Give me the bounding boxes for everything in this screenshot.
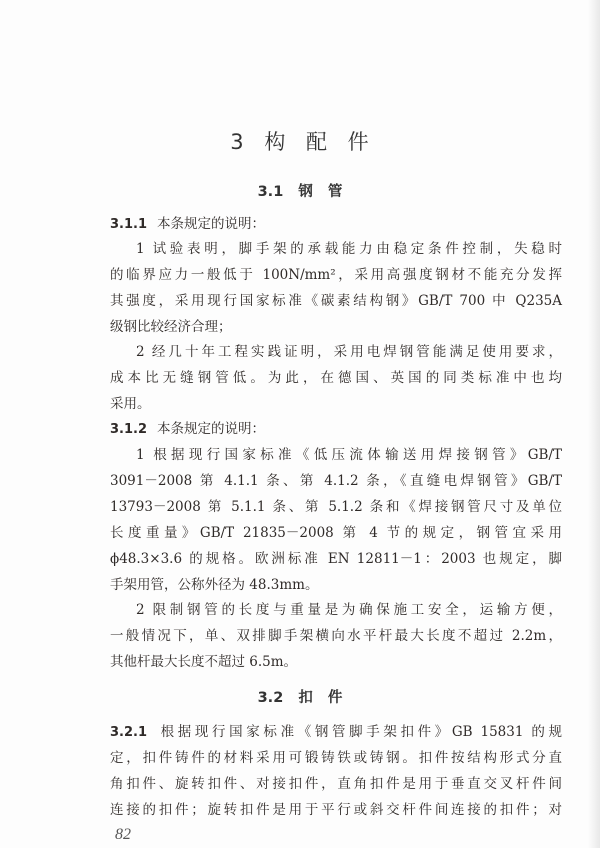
clause-3-1-2 xyxy=(110,420,562,439)
paragraph-line: 13793－2008 第 5.1.1 条、第 5.1.2 条和《焊接钢管尺寸及单位 xyxy=(110,499,562,515)
paragraph-line: 采用。 xyxy=(110,396,151,412)
paragraph-line: 级钢比较经济合理； xyxy=(110,319,232,335)
paragraph-line: 长度重量》GB/T 21835－2008 第 4 节的规定，钢管宜采用 xyxy=(110,525,562,541)
section-title-3-1: 3.1 钢 管 xyxy=(257,184,343,200)
paragraph-line: 成本比无缝钢管低。为此，在德国、英国的同类标准中也均 xyxy=(110,370,562,386)
clause-text: 本条规定的说明： xyxy=(157,421,266,437)
paragraph-line: 一般情况下，单、双排脚手架横向水平杆最大长度不超过 2.2m， xyxy=(110,628,562,644)
paragraph-line: 2 经几十年工程实践证明，采用电焊钢管能满足使用要求， xyxy=(136,344,562,360)
clause-number: 3.2.1 xyxy=(110,725,148,740)
paragraph-line: 的临界应力一般低于 100N/mm²，采用高强度钢材不能充分发挥 xyxy=(110,267,562,283)
paragraph-line: 定，扣件铸件的材料采用可锻铸铁或铸钢。扣件按结构形式分直 xyxy=(110,750,562,766)
clause-3-2-1 xyxy=(110,723,562,742)
paragraph-line: 手架用管，公称外径为 48.3mm。 xyxy=(110,577,319,593)
clause-number: 3.1.2 xyxy=(110,422,148,437)
paragraph-line: ϕ48.3×3.6 的规格。欧洲标准 EN 12811－1：2003 也规定，脚 xyxy=(110,551,562,567)
clause-text: 本条规定的说明： xyxy=(157,216,266,232)
paragraph-line: 1 根据现行国家标准《低压流体输送用焊接钢管》GB/T xyxy=(136,447,562,463)
chapter-title: 3 构 配 件 xyxy=(230,130,370,154)
paragraph-line: 其他杆最大长度不超过 6.5m。 xyxy=(110,654,298,670)
paragraph-line: 其强度，采用现行国家标准《碳素结构钢》GB/T 700 中 Q235A xyxy=(110,293,562,309)
paragraph-line: 连接的扣件；旋转扣件是用于平行或斜交杆件间连接的扣件；对 xyxy=(110,802,562,818)
paragraph-line: 3091－2008 第 4.1.1 条、第 4.1.2 条，《直缝电焊钢管》GB/T xyxy=(110,473,562,489)
paragraph-line: 角扣件、旋转扣件、对接扣件，直角扣件是用于垂直交叉杆件间 xyxy=(110,776,562,792)
page-number: 82 xyxy=(115,826,131,843)
paragraph-line: 2 限制钢管的长度与重量是为确保施工安全，运输方便， xyxy=(136,602,562,618)
clause-number: 3.1.1 xyxy=(110,217,148,232)
clause-text: 根据现行国家标准《钢管脚手架扣件》GB 15831 的规 xyxy=(157,724,562,740)
clause-3-1-1 xyxy=(110,215,562,234)
section-title-3-2: 3.2 扣 件 xyxy=(257,690,343,706)
paragraph-line: 1 试验表明，脚手架的承载能力由稳定条件控制，失稳时 xyxy=(136,241,562,257)
